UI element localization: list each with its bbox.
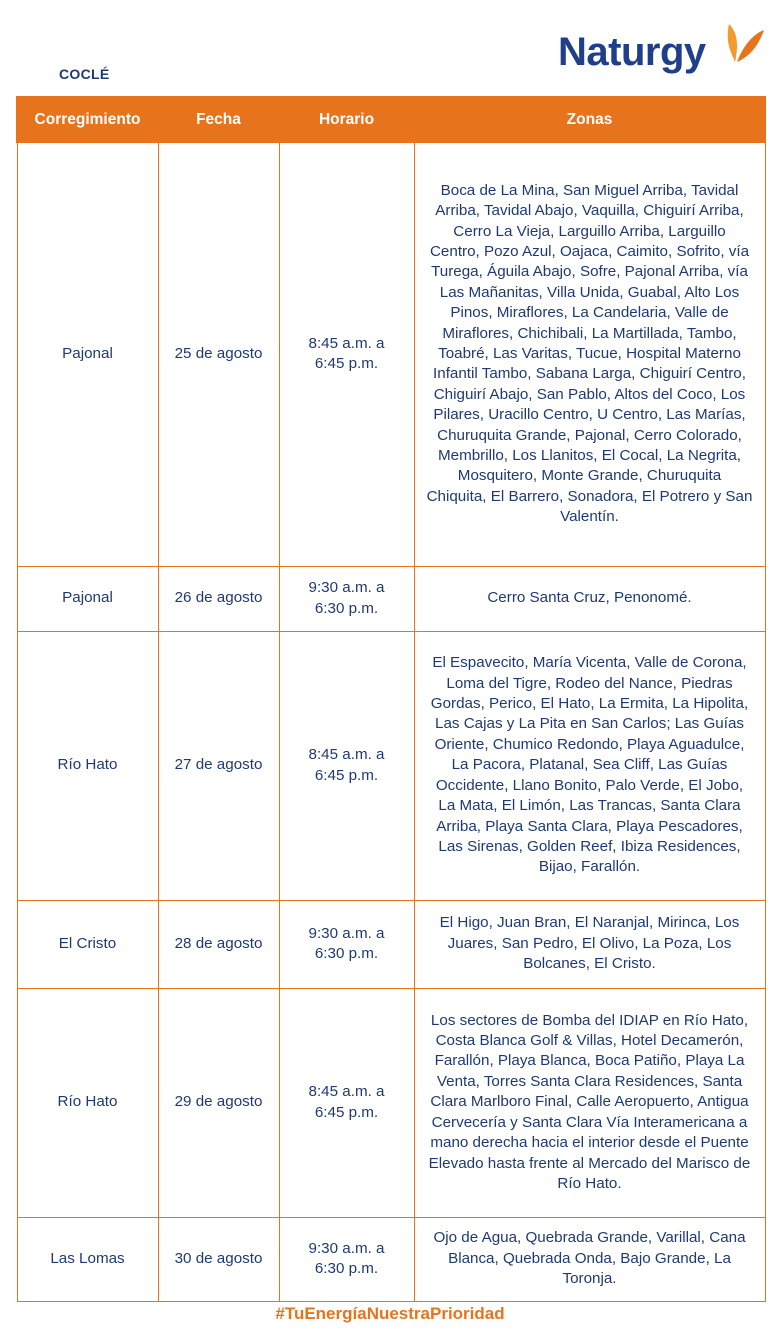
naturgy-logo	[558, 22, 768, 80]
table-row	[17, 142, 765, 566]
horario-cell: 8:45 a.m. a 6:45 p.m.	[279, 631, 414, 900]
zonas-cell: El Espavecito, María Vicenta, Valle de Corona, Loma del Tigre, Rodeo del Nance, Piedras Gordas, Perico, El Hato, La Ermita, La Hipolita, Las Cajas y La Pita en San Carlos; Las Guías Oriente, Chumico Redondo, Playa Aguadulce, La Pacora, Platanal, Sea Cliff, Las Guías Occidente, Llano Bonito, Palo Verde, El Jobo, La Mata, El Limón, Las Trancas, Santa Clara Arriba, Playa Santa Clara, Playa Pescadores, Las Sirenas, Golden Reef, Ibiza Residences, Bijao, Farallón.	[414, 631, 765, 900]
table-header-row	[17, 97, 765, 142]
corregimiento-cell: Río Hato	[17, 631, 158, 900]
fecha-cell: 28 de agosto	[158, 900, 279, 988]
zonas-cell: Los sectores de Bomba del IDIAP en Río Hato, Costa Blanca Golf & Villas, Hotel Decamerón, Farallón, Playa Blanca, Boca Patiño, Playa La Venta, Torres Santa Clara Residences, Santa Clara Marlboro Final, Calle Aeropuerto, Antigua Cervecería y Santa Clara Vía Interamericana a mano derecha hacia el interior desde el Puente Elevado hasta frente al Mercado del Marisco de Río Hato.	[414, 988, 765, 1217]
butterfly-icon	[723, 22, 765, 66]
table-row	[17, 900, 765, 988]
fecha-cell: 29 de agosto	[158, 988, 279, 1217]
table-row	[17, 988, 765, 1217]
fecha-cell: 25 de agosto	[158, 142, 279, 566]
table-row	[17, 1217, 765, 1301]
corregimiento-cell: El Cristo	[17, 900, 158, 988]
table-row	[17, 566, 765, 631]
horario-cell: 9:30 a.m. a 6:30 p.m.	[279, 900, 414, 988]
fecha-cell: 27 de agosto	[158, 631, 279, 900]
fecha-cell: 30 de agosto	[158, 1217, 279, 1301]
horario-cell: 8:45 a.m. a 6:45 p.m.	[279, 142, 414, 566]
schedule-table	[16, 96, 766, 1302]
column-header: Corregimiento	[17, 97, 158, 142]
zonas-cell: Ojo de Agua, Quebrada Grande, Varillal, Cana Blanca, Quebrada Onda, Bajo Grande, La Toronja.	[414, 1217, 765, 1301]
zonas-cell: El Higo, Juan Bran, El Naranjal, Mirinca, Los Juares, San Pedro, El Olivo, La Poza, Los Bolcanes, El Cristo.	[414, 900, 765, 988]
horario-cell: 8:45 a.m. a 6:45 p.m.	[279, 988, 414, 1217]
fecha-cell: 26 de agosto	[158, 566, 279, 631]
table-row	[17, 631, 765, 900]
zonas-cell: Boca de La Mina, San Miguel Arriba, Tavidal Arriba, Tavidal Abajo, Vaquilla, Chiguirí Arriba, Cerro La Vieja, Larguillo Arriba, Larguillo Centro, Pozo Azul, Oajaca, Caimito, Sofrito, vía Turega, Águila Abajo, Sofre, Pajonal Arriba, vía Las Mañanitas, Villa Unida, Guabal, Alto Los Pinos, Miraflores, La Candelaria, Valle de Miraflores, Chichibali, La Martillada, Tambo, Toabré, Las Varitas, Tucue, Hospital Materno Infantil Tambo, Sabana Larga, Chiguirí Centro, Chiguirí Abajo, San Pablo, Altos del Coco, Los Pilares, Uracillo Centro, U Centro, Las Marías, Churuquita Grande, Pajonal, Cerro Colorado, Membrillo, Los Llanitos, El Cocal, La Negrita, Mosquitero, Monte Grande, Churuquita Chiquita, El Barrero, Sonadora, El Potrero y San Valentín.	[414, 142, 765, 566]
column-header: Fecha	[158, 97, 279, 142]
logo-wordmark: Naturgy	[558, 30, 706, 74]
horario-cell: 9:30 a.m. a 6:30 p.m.	[279, 1217, 414, 1301]
horario-cell: 9:30 a.m. a 6:30 p.m.	[279, 566, 414, 631]
zonas-cell: Cerro Santa Cruz, Penonomé.	[414, 566, 765, 631]
corregimiento-cell: Pajonal	[17, 566, 158, 631]
corregimiento-cell: Las Lomas	[17, 1217, 158, 1301]
column-header: Horario	[279, 97, 414, 142]
region-title: COCLÉ	[59, 66, 110, 82]
corregimiento-cell: Río Hato	[17, 988, 158, 1217]
footer-hashtag: #TuEnergíaNuestraPrioridad	[275, 1304, 505, 1323]
corregimiento-cell: Pajonal	[17, 142, 158, 566]
column-header: Zonas	[414, 97, 765, 142]
